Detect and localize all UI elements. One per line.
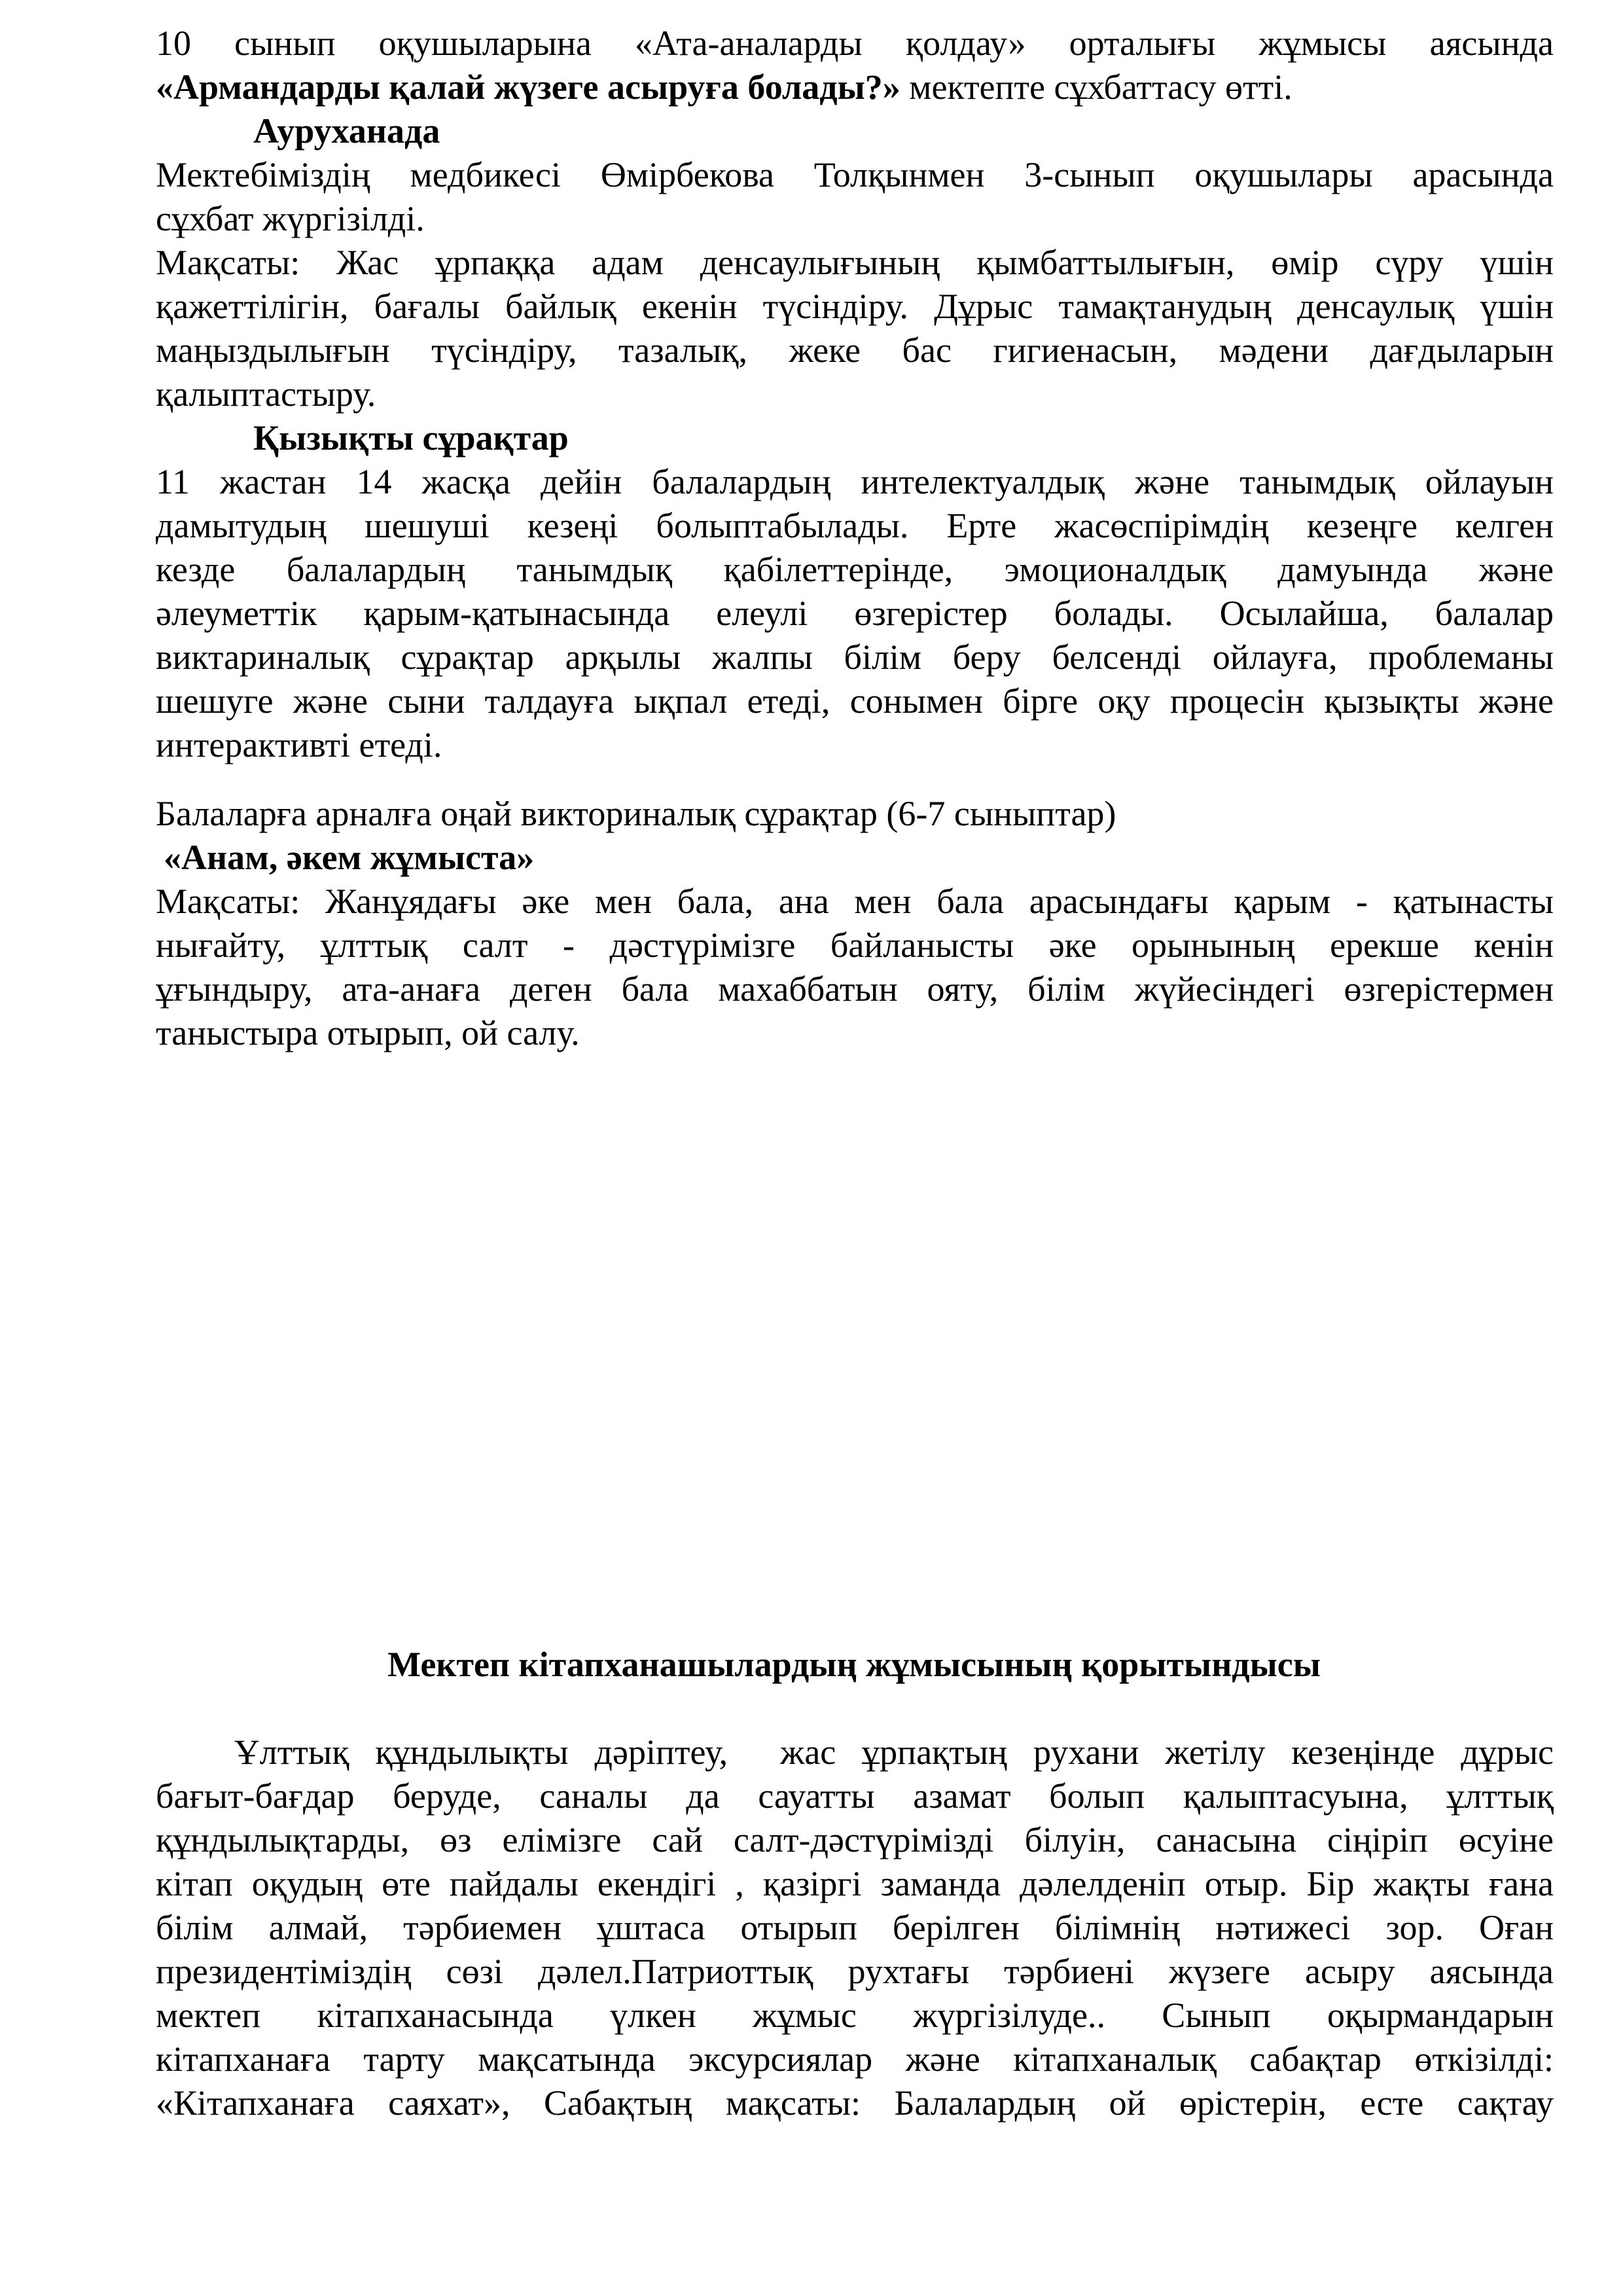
questions-line-4: әлеуметтік қарым-қатынасында елеулі өзгерістер болады. Осылайша, балалар <box>156 594 1554 633</box>
heading-questions: Қызықты сұрақтар <box>253 418 569 457</box>
library-section-title: Мектеп кітапханашылардың жұмысының қорытындысы <box>387 1645 1321 1684</box>
quiz-subtitle: Балаларға арналға оңай викториналық сұрақтар (6-7 сыныптар) <box>156 794 1116 833</box>
questions-line-3: кезде балалардың танымдық қабілеттерінде, эмоционалдық дамуында және <box>156 550 1554 589</box>
library-line-8: кітапханаға тарту мақсатында эксурсиялар және кітапханалық сабақтар өткізілді: <box>156 2039 1554 2079</box>
quiz-line-1: Мақсаты: Жанұядағы әке мен бала, ана мен бала арасындағы қарым - қатынасты <box>156 882 1554 921</box>
library-line-9: «Кітапханаға саяхат», Сабақтың мақсаты: Балалардың ой өрістерін, есте сақтау <box>156 2083 1554 2123</box>
hospital-paragraph-1 <box>156 153 1554 241</box>
library-line-4: кітап оқудың өте пайдалы екендігі , қазіргі заманда дәлелденіп отыр. Бір жақты ғана <box>156 1864 1554 1903</box>
library-line-3: құндылықтарды, өз елімізге сай салт-дәстүрімізді білуін, санасына сіңіріп өсуіне <box>156 1820 1554 1859</box>
questions-line-6: шешуге және сыни талдауға ықпал етеді, сонымен бірге оқу процесін қызықты және <box>156 681 1554 721</box>
hospital-p2-line-3: маңыздылығын түсіндіру, тазалық, жеке бас гигиенасын, мәдени дағдыларын <box>156 331 1554 370</box>
quiz-line-2: нығайту, ұлттық салт - дәстүрімізге байланысты әке орынының ерекше кенін <box>156 925 1554 965</box>
quiz-line-4: таныстыра отырып, ой салу. <box>156 1013 580 1052</box>
quiz-line-3: ұғындыру, ата-анаға деген бала махаббатын ояту, білім жүйесіндегі өзгерістермен <box>156 969 1554 1009</box>
heading-quiz: «Анам, әкем жұмыста» <box>164 838 535 877</box>
library-paragraph <box>156 1731 1554 2125</box>
intro-paragraph <box>156 22 1554 109</box>
library-line-5: білім алмай, тәрбиемен ұштаса отырып берілген білімнің нәтижесі зор. Оған <box>156 1908 1554 1947</box>
library-line-1: Ұлттық құндылықты дәріптеу, жас ұрпақтың рухани жетілу кезеңінде дұрыс <box>156 1732 1554 1772</box>
questions-line-5: виктариналық сұрақтар арқылы жалпы білім беру белсенді ойлауға, проблеманы <box>156 637 1554 677</box>
heading-hospital: Ауруханада <box>253 111 440 151</box>
intro-rest: мектепте сұхбаттасу өтті. <box>900 67 1293 107</box>
library-line-2: бағыт-бағдар беруде, саналы да сауатты азамат болып қалыптасуына, ұлттық <box>156 1776 1554 1816</box>
questions-line-2: дамытудың шешуші кезеңі болыптабылады. Ерте жасөспірімдің кезеңге келген <box>156 506 1554 545</box>
quiz-paragraph <box>156 880 1554 1055</box>
library-line-7: мектеп кітапханасында үлкен жұмыс жүргізілуде.. Сынып оқырмандарын <box>156 1996 1554 2035</box>
hospital-p2-line-2: қажеттілігін, бағалы байлық екенін түсіндіру. Дұрыс тамақтанудың денсаулық үшін <box>156 287 1554 326</box>
questions-line-1: 11 жастан 14 жасқа дейін балалардың интелектуалдық және танымдық ойлауын <box>156 462 1554 501</box>
hospital-p2-line-1: Мақсаты: Жас ұрпаққа адам денсаулығының қымбаттылығын, өмір сүру үшін <box>156 243 1554 282</box>
hospital-paragraph-2 <box>156 241 1554 416</box>
hospital-p1-line-1: Мектебіміздің медбикесі Өмірбекова Толқынмен 3-сынып оқушылары арасында <box>156 155 1554 194</box>
questions-paragraph <box>156 460 1554 767</box>
questions-line-7: интерактивті етеді. <box>156 725 442 764</box>
hospital-p1-line-2: сұхбат жүргізілді. <box>156 199 425 238</box>
intro-line-1: 10 сынып оқушыларына «Ата-аналарды қолдау» орталығы жұмысы аясында <box>156 24 1554 63</box>
hospital-p2-line-4: қалыптастыру. <box>156 374 376 414</box>
intro-line-2 <box>156 65 1554 109</box>
library-line-6: президентіміздің сөзі дәлел.Патриоттық рухтағы тәрбиені жүзеге асыру аясында <box>156 1952 1554 1991</box>
intro-bold-title: «Армандарды қалай жүзеге асыруға болады?» <box>156 67 901 107</box>
